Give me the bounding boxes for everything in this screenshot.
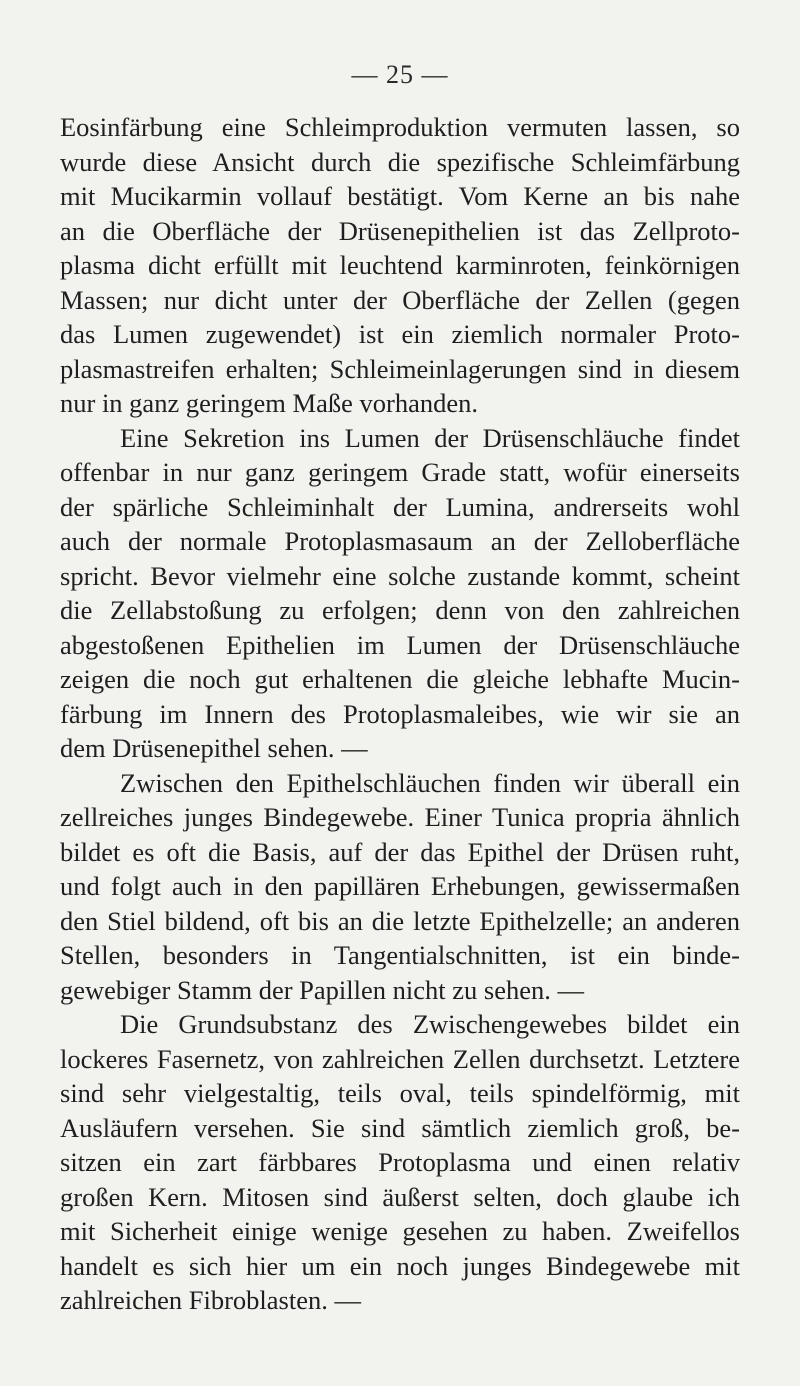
- text-line: spricht. Bevor vielmehr eine solche zustande kommt, scheint: [60, 560, 740, 591]
- text-line: Eosinfärbung eine Schleimproduktion vermuten lassen, so: [60, 112, 740, 142]
- text-line: die Zellabstoßung zu erfolgen; denn von den zahlreichen: [60, 595, 740, 625]
- text-line: zeigen die noch gut erhaltenen die gleiche lebhafte Mucin-: [60, 664, 740, 694]
- text-line: zellreiches junges Bindegewebe. Einer Tunica propria ähnlich: [60, 802, 740, 832]
- text-line: Zwischen den Epithelschläuchen finden wir überall ein: [120, 767, 740, 798]
- text-line: Ausläufern versehen. Sie sind sämtlich ziemlich groß, be-: [60, 1112, 740, 1143]
- text-line: plasmastreifen erhalten; Schleimeinlagerungen sind in diesem: [60, 353, 740, 384]
- paragraph-2: [60, 421, 740, 766]
- text-line: sitzen ein zart färbbares Protoplasma und einen relativ: [60, 1147, 740, 1177]
- text-line: gewebiger Stamm der Papillen nicht zu sehen. —: [60, 974, 584, 1005]
- text-line: der spärliche Schleiminhalt der Lumina, andrerseits wohl: [60, 491, 740, 522]
- paragraph-3: [60, 766, 740, 1008]
- text-line: mit Mucikarmin vollauf bestätigt. Vom Kerne an bis nahe: [60, 181, 740, 211]
- text-line: Die Grundsubstanz des Zwischengewebes bildet ein: [120, 1009, 740, 1039]
- text-line: dem Drüsenepithel sehen. —: [60, 733, 368, 763]
- body-text: [60, 110, 740, 1318]
- text-line: plasma dicht erfüllt mit leuchtend karminroten, feinkörnigen: [60, 250, 740, 280]
- text-line: Massen; nur dicht unter der Oberfläche der Zellen (gegen: [60, 284, 740, 315]
- text-line: den Stiel bildend, oft bis an die letzte Epithelzelle; an anderen: [60, 905, 740, 936]
- text-line: und folgt auch in den papillären Erhebungen, gewissermaßen: [60, 871, 740, 901]
- text-line: handelt es sich hier um ein noch junges Bindegewebe mit: [60, 1250, 740, 1281]
- text-line: großen Kern. Mitosen sind äußerst selten, doch glaube ich: [60, 1181, 740, 1212]
- text-line: färbung im Innern des Protoplasmaleibes, wie wir sie an: [60, 698, 740, 729]
- text-line: zahlreichen Fibroblasten. —: [60, 1285, 361, 1315]
- page-number: — 25 —: [351, 60, 449, 89]
- text-line: mit Sicherheit einige wenige gesehen zu haben. Zweifellos: [60, 1216, 740, 1246]
- text-line: an die Oberfläche der Drüsenepithelien ist das Zellproto-: [60, 215, 740, 246]
- text-line: Eine Sekretion ins Lumen der Drüsenschläuche findet: [120, 422, 740, 453]
- text-line: auch der normale Protoplasmasaum an der Zelloberfläche: [60, 526, 740, 556]
- paragraph-4: [60, 1007, 740, 1318]
- paragraph-1: [60, 110, 740, 421]
- text-line: abgestoßenen Epithelien im Lumen der Drüsenschläuche: [60, 629, 740, 660]
- text-line: sind sehr vielgestaltig, teils oval, teils spindelförmig, mit: [60, 1078, 740, 1108]
- text-line: das Lumen zugewendet) ist ein ziemlich normaler Proto-: [60, 319, 740, 349]
- text-line: wurde diese Ansicht durch die spezifische Schleimfärbung: [60, 146, 740, 177]
- text-line: bildet es oft die Basis, auf der das Epithel der Drüsen ruht,: [60, 836, 740, 867]
- text-line: nur in ganz geringem Maße vorhanden.: [60, 388, 478, 418]
- text-line: lockeres Fasernetz, von zahlreichen Zellen durchsetzt. Letztere: [60, 1043, 740, 1074]
- text-line: Stellen, besonders in Tangentialschnitten, ist ein binde-: [60, 940, 740, 970]
- text-line: offenbar in nur ganz geringem Grade statt, wofür einerseits: [60, 457, 740, 487]
